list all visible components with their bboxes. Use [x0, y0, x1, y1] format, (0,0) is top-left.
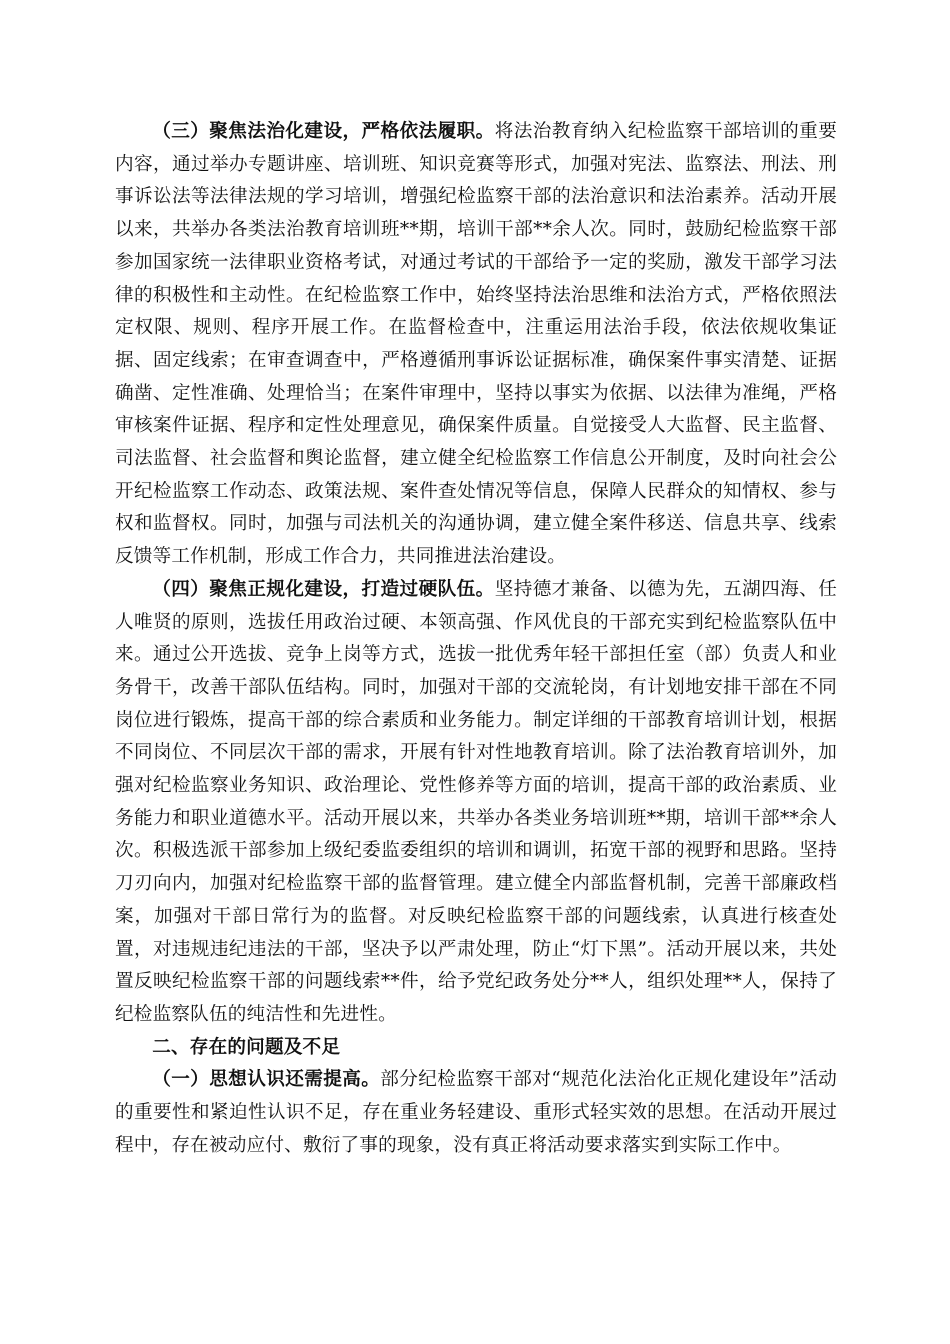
- paragraph-heading: （三）聚焦法治化建设，严格依法履职。: [152, 121, 495, 142]
- paragraph-text: 将法治教育纳入纪检监察干部培训的重要内容，通过举办专题讲座、培训班、知识竞赛等形式，加强对宪法、监察法、刑法、刑事诉讼法等法律法规的学习培训，增强纪检监察干部的法治意识和法治素养。活动开展以来，共举办各类法治教育培训班**期，培训干部**余人次。同时，鼓励纪检监察干部参加国家统一法律职业资格考试，对通过考试的干部给予一定的奖励，激发干部学习法律的积极性和主动性。在纪检监察工作中，始终坚持法治思维和法治方式，严格依照法定权限、规则、程序开展工作。在监督检查中，注重运用法治手段，依法依规收集证据、固定线索；在审查调查中，严格遵循刑事诉讼证据标准，确保案件事实清楚、证据确凿、定性准确、处理恰当；在案件审理中，坚持以事实为依据、以法律为准绳，严格审核案件证据、程序和定性处理意见，确保案件质量。自觉接受人大监督、民主监督、司法监督、社会监督和舆论监督，建立健全纪检监察工作信息公开制度，及时向社会公开纪检监察工作动态、政策法规、案件查处情况等信息，保障人民群众的知情权、参与权和监督权。同时，加强与司法机关的沟通协调，建立健全案件移送、信息共享、线索反馈等工作机制，形成工作合力，共同推进法治建设。: [115, 121, 837, 568]
- section-heading-problems: [115, 1032, 837, 1065]
- section-title: 二、存在的问题及不足: [152, 1036, 341, 1058]
- paragraph-text: 部分纪检监察干部对“规范化法治化正规化建设年”活动的重要性和紧迫性认识不足，存在重业务轻建设、重形式轻实效的思想。在活动开展过程中，存在被动应付、敷衍了事的现象，没有真正将活动要求落实到实际工作中。: [115, 1069, 837, 1156]
- paragraph-team-building: [115, 574, 837, 1032]
- paragraph-rule-of-law: [115, 116, 837, 574]
- document-body: [115, 116, 837, 1163]
- paragraph-text: 坚持德才兼备、以德为先，五湖四海、任人唯贤的原则，选拔任用政治过硬、本领高强、作风优良的干部充实到纪检监察队伍中来。通过公开选拔、竞争上岗等方式，选拔一批优秀年轻干部担任室（部）负责人和业务骨干，改善干部队伍结构。同时，加强对干部的交流轮岗，有计划地安排干部在不同岗位进行锻炼，提高干部的综合素质和业务能力。制定详细的干部教育培训计划，根据不同岗位、不同层次干部的需求，开展有针对性地教育培训。除了法治教育培训外，加强对纪检监察业务知识、政治理论、党性修养等方面的培训，提高干部的政治素质、业务能力和职业道德水平。活动开展以来，共举办各类业务培训班**期，培训干部**余人次。积极选派干部参加上级纪委监委组织的培训和调训，拓宽干部的视野和思路。坚持刀刃向内，加强对纪检监察干部的监督管理。建立健全内部监督机制，完善干部廉政档案，加强对干部日常行为的监督。对反映纪检监察干部的问题线索，认真进行核查处置，对违规违纪违法的干部，坚决予以严肃处理，防止“灯下黑”。活动开展以来，共处置反映纪检监察干部的问题线索**件，给予党纪政务处分**人，组织处理**人，保持了纪检监察队伍的纯洁性和先进性。: [115, 578, 837, 1025]
- paragraph-awareness: [115, 1064, 837, 1162]
- paragraph-heading: （四）聚焦正规化建设，打造过硬队伍。: [152, 578, 495, 600]
- paragraph-heading: （一）思想认识还需提高。: [152, 1069, 381, 1091]
